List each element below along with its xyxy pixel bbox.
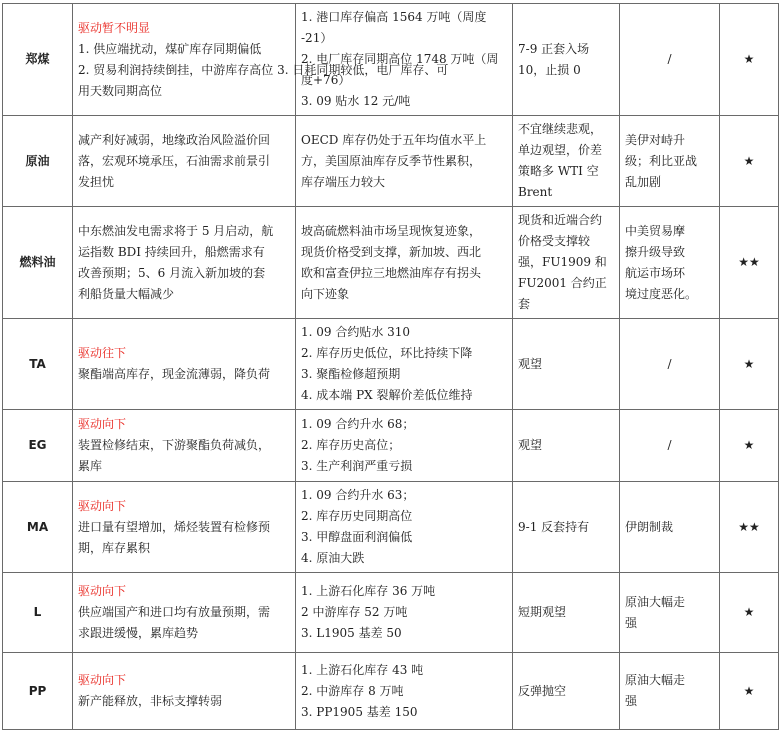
text-line: 2. 贸易利润持续倒挂，中游库存高位 3. 日耗同期较低，电厂库存、可	[78, 62, 449, 77]
text-line: OECD 库存仍处于五年均值水平上	[301, 132, 487, 147]
data-cell	[296, 653, 513, 730]
text-line: 2. 库存历史低位，环比持续下降	[301, 346, 473, 360]
strategy-cell	[513, 319, 620, 410]
text-line: 改善预期；5、6 月流入新加坡的套	[78, 265, 266, 280]
data-cell	[296, 116, 513, 207]
driver-direction: 驱动暂不明显	[78, 20, 151, 35]
text-line: 2. 中游库存 8 万吨	[301, 683, 404, 698]
text-line: 强，FU1909 和	[518, 255, 607, 269]
text-line: 落，宏观环境承压，石油需求前景引	[78, 153, 271, 168]
commodity-name: 郑煤	[3, 4, 73, 116]
strategy-cell	[513, 207, 620, 319]
text-line: 观望	[518, 438, 543, 452]
text-line: 乱加剧	[625, 174, 662, 189]
text-line: 1. 09 合约升水 68；	[301, 417, 415, 431]
driver-cell	[73, 319, 296, 410]
commodity-name: TA	[3, 319, 73, 410]
driver-cell	[73, 482, 296, 573]
data-cell	[296, 573, 513, 653]
text-line: 坡高硫燃料油市场呈现恢复迹象，	[301, 223, 482, 238]
rating-stars: ★	[720, 4, 779, 116]
data-cell	[296, 207, 513, 319]
rating-stars: ★	[720, 116, 779, 207]
text-line: 用天数同期高位	[78, 83, 163, 98]
strategy-cell	[513, 653, 620, 730]
text-line: 3. 生产利润严重亏损	[301, 459, 413, 473]
text-line: 2. 库存历史同期高位	[301, 509, 413, 523]
text-line: 中美贸易摩	[625, 223, 686, 238]
text-line: 9-1 反套持有	[518, 519, 590, 534]
text-line: 擦升级导致	[625, 244, 686, 259]
text-line: 4. 原油大跌	[301, 551, 365, 565]
text-line: 1. 09 合约贴水 310	[301, 325, 411, 339]
table-row	[3, 207, 779, 319]
risk-cell	[620, 116, 720, 207]
commodity-name: L	[3, 573, 73, 653]
text-line: 反弹抛空	[518, 683, 567, 698]
risk-cell	[620, 573, 720, 653]
commodity-name: MA	[3, 482, 73, 573]
rating-stars: ★★	[720, 207, 779, 319]
text-line: 原油大幅走	[625, 594, 686, 609]
text-line: 累库	[78, 459, 103, 473]
data-cell	[296, 4, 513, 116]
text-line: 套	[518, 297, 531, 311]
driver-direction: 驱动向下	[78, 498, 127, 513]
driver-direction: 驱动向下	[78, 417, 127, 431]
text-line: 7-9 正套入场	[518, 41, 590, 56]
text-line: /	[667, 52, 672, 66]
text-line: 美伊对峙升	[625, 132, 686, 147]
table-row	[3, 410, 779, 482]
text-line: 期，库存累积	[78, 540, 151, 555]
text-line: 度+76）	[301, 73, 351, 87]
rating-stars: ★★	[720, 482, 779, 573]
text-line: 1. 上游石化库存 43 吨	[301, 662, 424, 677]
commodity-name: 原油	[3, 116, 73, 207]
text-line: 库存端压力较大	[301, 174, 386, 189]
text-line: 1. 上游石化库存 36 万吨	[301, 584, 436, 598]
text-line: 3. 甲醇盘面利润偏低	[301, 530, 413, 544]
table-row	[3, 482, 779, 573]
text-line: 强	[625, 694, 638, 708]
text-line: 观望	[518, 356, 543, 371]
text-line: FU2001 合约正	[518, 276, 607, 290]
text-line: 3. 09 贴水 12 元/吨	[301, 94, 411, 108]
text-line: 强	[625, 615, 638, 630]
text-line: 单边观望，价差	[518, 143, 603, 157]
rating-stars: ★	[720, 319, 779, 410]
text-line: 1. 港口库存偏高 1564 万吨（周度	[301, 10, 487, 24]
rating-stars: ★	[720, 410, 779, 482]
text-line: 3. 聚酯检修超预期	[301, 367, 401, 381]
text-line: 短期观望	[518, 605, 567, 619]
data-cell	[296, 482, 513, 573]
risk-cell	[620, 4, 720, 116]
driver-direction: 驱动向下	[78, 584, 127, 598]
strategy-cell	[513, 573, 620, 653]
text-line: 10，止损 0	[518, 62, 581, 77]
rating-stars: ★	[720, 573, 779, 653]
driver-cell	[73, 410, 296, 482]
text-line: 运指数 BDI 持续回升，船燃需求有	[78, 244, 265, 259]
text-line: 中东燃油发电需求将于 5 月启动，航	[78, 223, 274, 238]
table-row	[3, 653, 779, 730]
text-line: /	[667, 356, 672, 371]
commodity-name: EG	[3, 410, 73, 482]
text-line: 境过度恶化。	[625, 286, 698, 301]
text-line: 向下迹象	[301, 286, 350, 301]
risk-cell	[620, 653, 720, 730]
text-line: -21）	[301, 31, 333, 45]
driver-cell	[73, 653, 296, 730]
text-line: 伊朗制裁	[625, 519, 674, 534]
strategy-cell	[513, 116, 620, 207]
text-line: Brent	[518, 185, 553, 199]
driver-direction: 驱动往下	[78, 346, 127, 360]
table-row	[3, 573, 779, 653]
table-row	[3, 4, 779, 116]
text-line: 3. L1905 基差 50	[301, 626, 402, 640]
risk-cell	[620, 410, 720, 482]
text-line: 进口量有望增加，烯烃装置有检修预	[78, 519, 271, 534]
text-line: 2 中游库存 52 万吨	[301, 605, 408, 619]
text-line: 欧和富查伊拉三地燃油库存有拐头	[301, 265, 482, 280]
text-line: 新产能释放，非标支撑转弱	[78, 694, 223, 708]
table-row	[3, 319, 779, 410]
text-line: 利船货量大幅减少	[78, 286, 175, 301]
commodity-name: PP	[3, 653, 73, 730]
text-line: 装置检修结束，下游聚酯负荷减负，	[78, 438, 271, 452]
text-line: 方，美国原油库存反季节性累积，	[301, 153, 482, 168]
text-line: 4. 成本端 PX 裂解价差低位维持	[301, 388, 473, 402]
table-body	[3, 4, 779, 730]
risk-cell	[620, 207, 720, 319]
data-cell	[296, 319, 513, 410]
strategy-cell	[513, 410, 620, 482]
rating-stars: ★	[720, 653, 779, 730]
driver-direction: 驱动向下	[78, 673, 127, 687]
text-line: 1. 09 合约升水 63；	[301, 488, 415, 502]
text-line: 现货价格受到支撑，新加坡、西北	[301, 244, 482, 259]
text-line: 现货和近端合约	[518, 213, 603, 227]
text-line: 供应端国产和进口均有放量预期，需	[78, 605, 271, 619]
data-cell	[296, 410, 513, 482]
text-line: /	[667, 438, 672, 452]
text-line: 策略多 WTI 空	[518, 164, 599, 178]
commodity-name: 燃料油	[3, 207, 73, 319]
text-line: 聚酯端高库存，现金流薄弱，降负荷	[78, 367, 271, 381]
text-line: 求跟进缓慢，累库趋势	[78, 626, 199, 640]
strategy-cell	[513, 4, 620, 116]
driver-cell	[73, 573, 296, 653]
table-row	[3, 116, 779, 207]
text-line: 价格受支撑较	[518, 234, 591, 248]
risk-cell	[620, 482, 720, 573]
driver-cell	[73, 116, 296, 207]
commodity-table	[2, 3, 779, 730]
text-line: 不宜继续悲观，	[518, 122, 603, 136]
text-line: 2. 电厂库存同期高位 1748 万吨（周	[301, 52, 499, 66]
strategy-cell	[513, 482, 620, 573]
text-line: 减产利好减弱，地缘政治风险溢价回	[78, 132, 271, 147]
risk-cell	[620, 319, 720, 410]
text-line: 原油大幅走	[625, 673, 686, 687]
text-line: 1. 供应端扰动，煤矿库存同期偏低	[78, 41, 262, 56]
text-line: 3. PP1905 基差 150	[301, 704, 418, 719]
text-line: 航运市场环	[625, 265, 686, 280]
text-line: 发担忧	[78, 174, 115, 189]
text-line: 2. 库存历史高位；	[301, 438, 401, 452]
driver-cell	[73, 207, 296, 319]
text-line: 级；利比亚战	[625, 153, 698, 168]
